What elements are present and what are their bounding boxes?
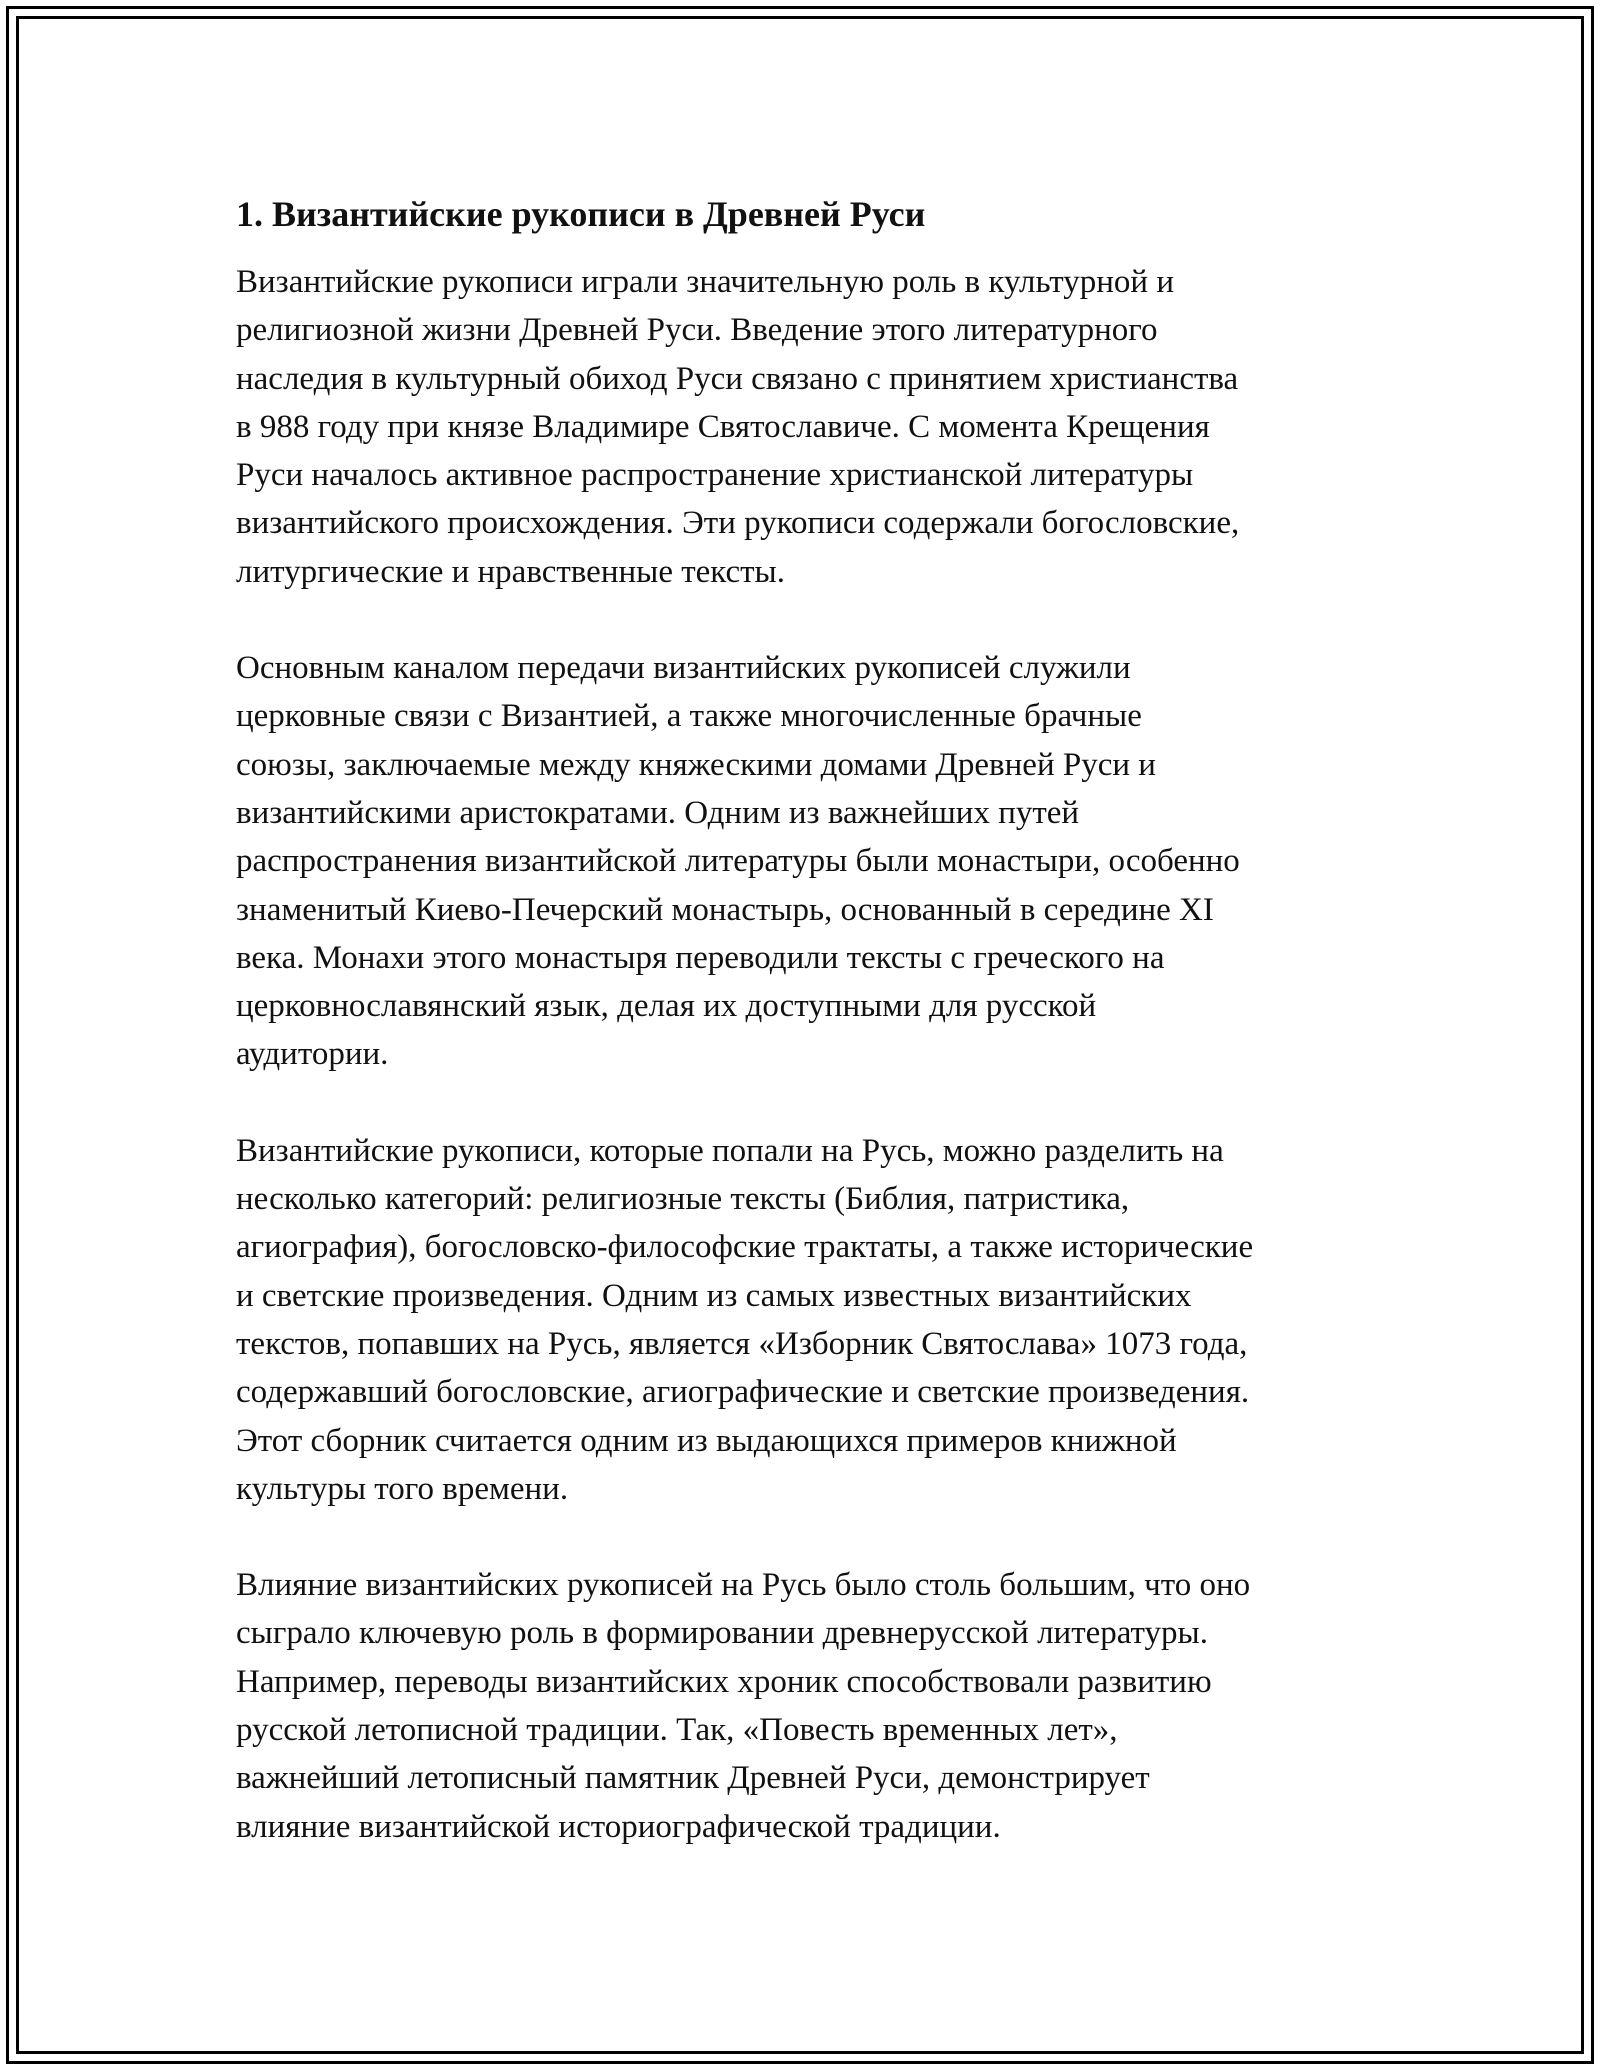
document-body — [236, 188, 1366, 1899]
text-line: влияние византийской историографической традиции. — [236, 1808, 1001, 1845]
text-line: Руси началось активное распространение христианской литературы — [236, 457, 1194, 494]
text-line: Этот сборник считается одним из выдающихся примеров книжной — [236, 1422, 1177, 1459]
text-line: русской летописной традиции. Так, «Повесть временных лет», — [236, 1712, 1118, 1749]
paragraph-1 — [236, 258, 1366, 596]
text-line: и светские произведения. Одним из самых известных византийских — [236, 1277, 1192, 1314]
text-line: Основным каналом передачи византийских рукописей служили — [236, 650, 1131, 687]
text-line: Например, переводы византийских хроник способствовали развитию — [236, 1663, 1212, 1700]
text-line: сыграло ключевую роль в формировании древнерусской литературы. — [236, 1615, 1208, 1652]
text-line: литургические и нравственные тексты. — [236, 553, 785, 590]
text-line: аудитории. — [236, 1036, 389, 1073]
text-line: наследия в культурный обиход Руси связано с принятием христианства — [236, 360, 1239, 397]
paragraph-4 — [236, 1561, 1366, 1851]
text-line: важнейший летописный памятник Древней Руси, демонстрирует — [236, 1760, 1150, 1797]
paragraph-2 — [236, 644, 1366, 1079]
text-line: византийского происхождения. Эти рукописи содержали богословские, — [236, 505, 1240, 542]
text-line: церковнославянский язык, делая их доступными для русской — [236, 988, 1097, 1025]
section-title: 1. Византийские рукописи в Древней Руси — [236, 194, 926, 234]
text-line: Византийские рукописи играли значительную роль в культурной и — [236, 264, 1174, 300]
text-line: текстов, попавших на Русь, является «Изборник Святослава» 1073 года, — [236, 1325, 1248, 1362]
text-line: агиография), богословско-философские трактаты, а также исторические — [236, 1229, 1254, 1266]
text-line: в 988 году при князе Владимире Святославиче. С момента Крещения — [236, 408, 1210, 445]
text-line: византийскими аристократами. Одним из важнейших путей — [236, 794, 1080, 831]
text-line: Византийские рукописи, которые попали на Русь, можно разделить на — [236, 1132, 1224, 1169]
text-line: несколько категорий: религиозные тексты (Библия, патристика, — [236, 1181, 1130, 1218]
paragraph-3 — [236, 1127, 1366, 1513]
text-line: культуры того времени. — [236, 1470, 569, 1507]
text-line: церковные связи с Византией, а также многочисленные брачные — [236, 698, 1142, 735]
text-line: содержавший богословские, агиографические и светские произведения. — [236, 1374, 1250, 1411]
text-line: религиозной жизни Древней Руси. Введение этого литературного — [236, 312, 1158, 349]
text-line: века. Монахи этого монастыря переводили тексты с греческого на — [236, 939, 1165, 976]
text-line: Влияние византийских рукописей на Русь было столь большим, что оно — [236, 1567, 1251, 1604]
text-line: распространения византийской литературы были монастыри, особенно — [236, 843, 1240, 880]
text-line: союзы, заключаемые между княжескими домами Древней Руси и — [236, 746, 1156, 783]
text-line: знаменитый Киево-Печерский монастырь, основанный в середине XI — [236, 891, 1214, 928]
